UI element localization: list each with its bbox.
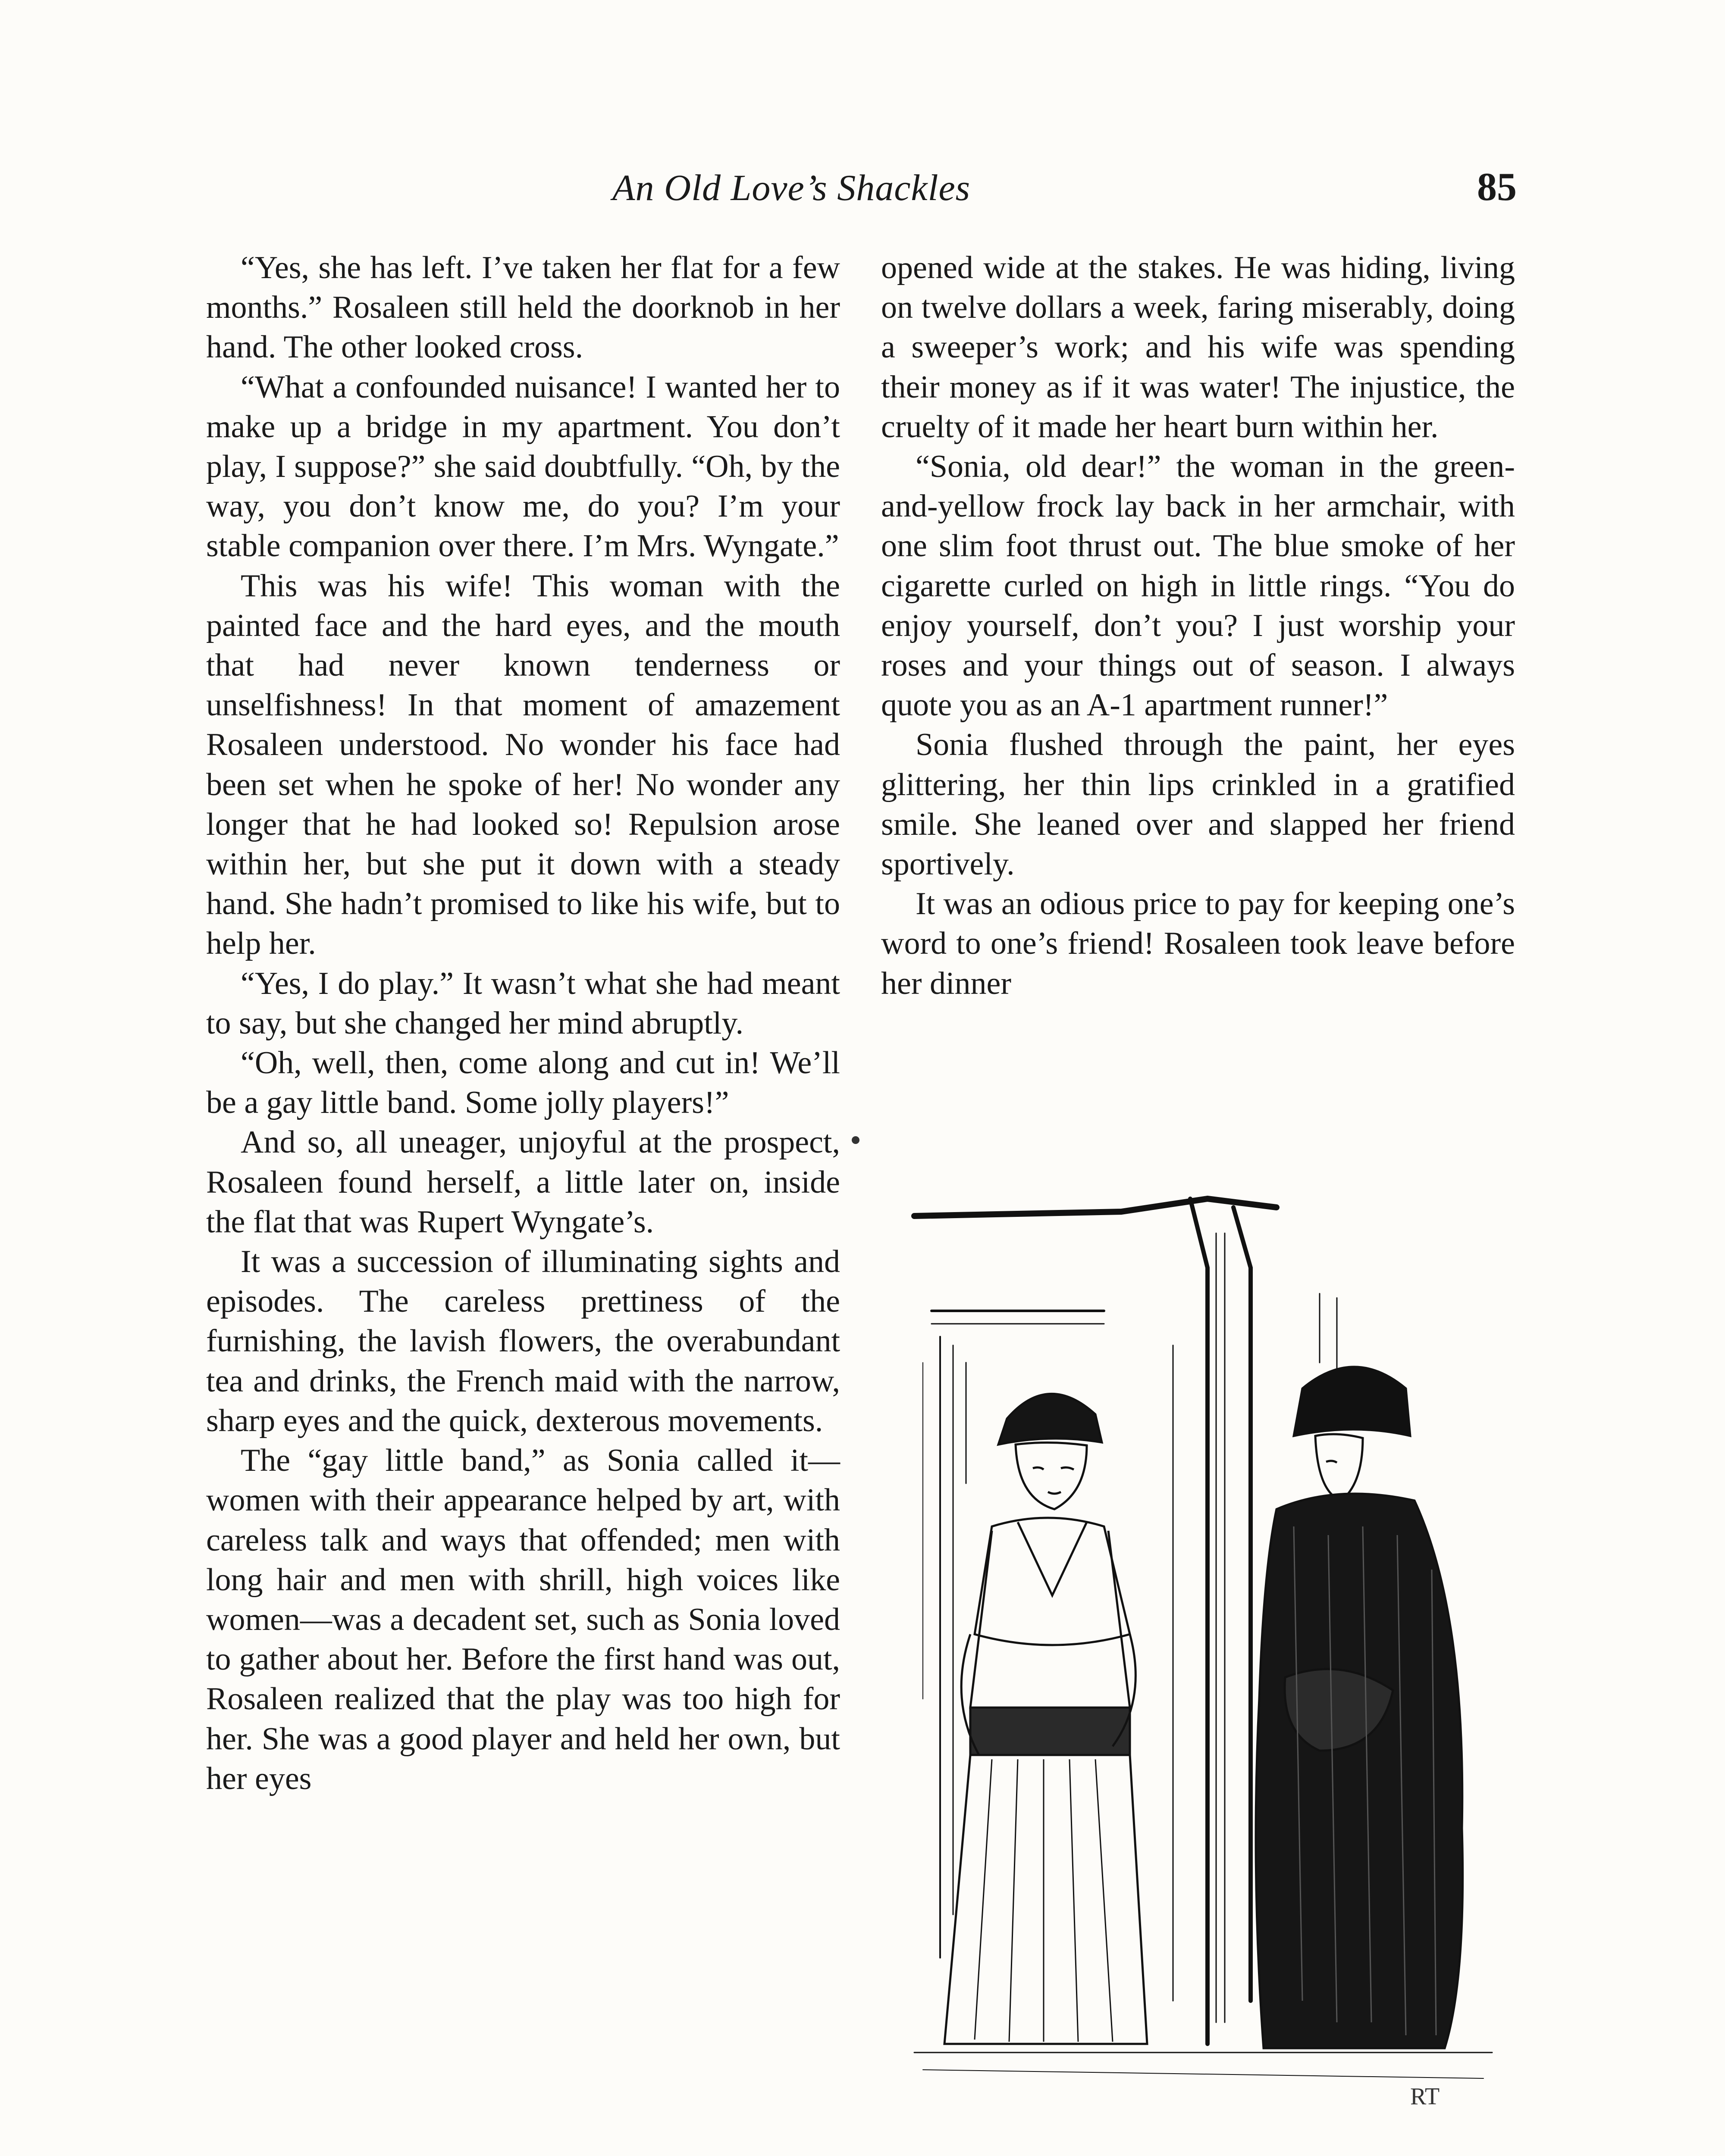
paragraph: “What a confounded nuisance! I wanted her to make up a bridge in my apartment. You don’t play, I suppose?” she said doubtfully. “Oh, by the way, you don’t know me, do you? I’m your stable companion over there. I’m Mrs. Wyngate.”	[206, 369, 840, 564]
paragraph: It was an odious price to pay for keeping one’s word to one’s friend! Rosaleen took leave before her dinner	[881, 886, 1515, 1001]
illustration-two-women	[906, 1181, 1501, 2139]
paragraph: “Yes, I do play.” It wasn’t what she had meant to say, but she changed her mind abruptly.	[206, 965, 840, 1041]
paragraph: This was his wife! This woman with the painted face and the hard eyes, and the mouth that had never known tenderness or unselfishness! In that moment of amazement Rosaleen understood. No wonder his face had been set when he spoke of her! No wonder any longer that he had looked so! Repulsion arose within her, but she put it down with a steady hand. She hadn’t promised to like his wife, but to help her.	[206, 568, 840, 962]
left-text-column	[206, 248, 840, 1799]
page-number: 85	[1477, 165, 1517, 209]
paragraph: Sonia flushed through the paint, her eyes glittering, her thin lips crinkled in a gratified smile. She leaned over and slapped her friend sportively.	[881, 727, 1515, 882]
right-text-column	[881, 248, 1515, 1003]
paragraph-continuation: opened wide at the stakes. He was hiding, living on twelve dollars a week, faring miserably, doing a sweeper’s work; and his wife was spending their money as if it was water! The injustice, the cruelty of it made her heart burn within her.	[881, 250, 1515, 445]
paragraph: The “gay little band,” as Sonia called it—women with their appearance helped by art, with careless talk and ways that offended; men with long hair and men with shrill, high voices like women—was a decadent set, such as Sonia loved to gather about her. Before the first hand was out, Rosaleen realized that the play was too high for her. She was a good player and held her own, but her eyes	[206, 1443, 840, 1796]
running-title: An Old Love’s Shackles	[612, 167, 971, 208]
paragraph: “Yes, she has left. I’ve taken her flat for a few months.” Rosaleen still held the doorknob in her hand. The other looked cross.	[206, 250, 840, 365]
artist-signature: RT	[1410, 2083, 1440, 2110]
paragraph: And so, all uneager, unjoyful at the prospect, Rosaleen found herself, a little later on, inside the flat that was Rupert Wyngate’s.	[206, 1125, 840, 1240]
paragraph: “Oh, well, then, come along and cut in! We’ll be a gay little band. Some jolly players!”	[206, 1045, 840, 1121]
paragraph: “Sonia, old dear!” the woman in the green-and-yellow frock lay back in her armchair, with one slim foot thrust out. The blue smoke of her cigarette curled on high in little rings. “You do enjoy yourself, don’t you? I just worship your roses and your things out of season. I always quote you as an A-1 apartment runner!”	[881, 449, 1515, 723]
margin-dot	[852, 1136, 859, 1144]
paragraph: It was a succession of illuminating sights and episodes. The careless prettiness of the furnishing, the lavish flowers, the overabundant tea and drinks, the French maid with the narrow, sharp eyes and the quick, dexterous movements.	[206, 1244, 840, 1438]
